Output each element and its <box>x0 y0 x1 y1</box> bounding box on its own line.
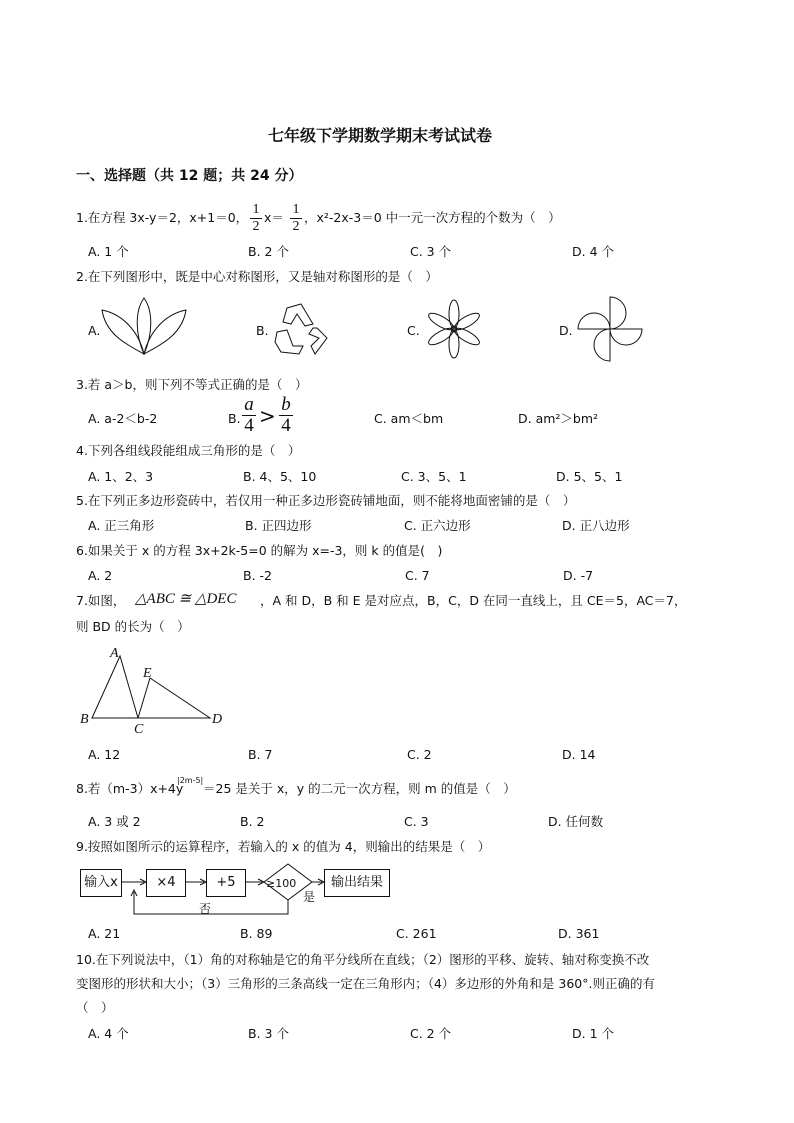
q7-stem-b: ，A 和 D，B 和 E 是对应点，B，C，D 在同一直线上，且 CE＝5，AC＝7， <box>260 593 687 608</box>
flow-input-box: 输入x <box>80 869 122 897</box>
q3-option-c[interactable]: C. am＜bm <box>374 411 444 426</box>
flow-no-label: 否 <box>199 902 212 916</box>
q1-fraction-1: 1 2 <box>250 203 262 234</box>
q10-option-a[interactable]: A. 4 个 <box>88 1026 129 1041</box>
q7-label-c: C <box>134 722 144 737</box>
q8-option-d[interactable]: D. 任何数 <box>548 814 604 829</box>
q3-option-b[interactable]: B. <box>228 411 241 426</box>
q10-line-3: （ ） <box>76 1000 114 1015</box>
q7-option-c[interactable]: C. 2 <box>407 747 432 762</box>
q5-option-b[interactable]: B. 正四边形 <box>245 518 312 533</box>
q1-option-c[interactable]: C. 3 个 <box>410 244 452 259</box>
flow-add-box: +5 <box>206 869 246 897</box>
q8-exponent: |2m-5| <box>177 776 204 785</box>
q7-stem-a: 7.如图， <box>76 593 126 608</box>
q7-label-d: D <box>212 712 223 727</box>
q6-option-c[interactable]: C. 7 <box>405 568 430 583</box>
q7-label-a: A <box>110 646 119 661</box>
q8-option-a[interactable]: A. 3 或 2 <box>88 814 141 829</box>
q7-label-e: E <box>143 666 152 681</box>
q1-stem-b: ，x²-2x-3＝0 中一元一次方程的个数为（ ） <box>304 210 561 225</box>
section-heading: 一、选择题（共 12 题；共 24 分） <box>76 168 303 184</box>
q2-option-b[interactable]: B. <box>256 323 269 338</box>
q2-figure-d-pinwheel <box>577 296 643 362</box>
q6-option-d[interactable]: D. -7 <box>563 568 594 583</box>
q9-stem: 9.按照如图所示的运算程序，若输入的 x 的值为 4，则输出的结果是（ ） <box>76 839 491 854</box>
q4-stem: 4.下列各组线段能组成三角形的是（ ） <box>76 443 301 458</box>
page-title: 七年级下学期数学期末考试试卷 <box>268 126 493 145</box>
q2-option-c[interactable]: C. <box>407 323 420 338</box>
q7-congruence: △ABC ≅ △DEC <box>135 591 237 607</box>
q10-line-1: 10.在下列说法中，（1）角的对称轴是它的角平分线所在直线；（2）图形的平移、旋转、轴对称变换不改 <box>76 952 650 967</box>
q1-stem-a: 1.在方程 3x-y＝2，x+1＝0， <box>76 210 249 225</box>
q3-option-d[interactable]: D. am²＞bm² <box>518 411 599 426</box>
flow-multiply-box: ×4 <box>146 869 186 897</box>
q5-stem: 5.在下列正多边形瓷砖中，若仅用一种正多边形瓷砖铺地面，则不能将地面密铺的是（ ） <box>76 493 576 508</box>
q3-option-a[interactable]: A. a-2＜b-2 <box>88 411 158 426</box>
q4-option-b[interactable]: B. 4、5、10 <box>243 469 317 484</box>
q7-label-b: B <box>80 712 89 727</box>
q9-option-b[interactable]: B. 89 <box>240 926 273 941</box>
q10-option-b[interactable]: B. 3 个 <box>248 1026 289 1041</box>
q2-figure-a-leaves <box>100 296 188 356</box>
q6-stem: 6.如果关于 x 的方程 3x+2k-5=0 的解为 x=-3，则 k 的值是( ) <box>76 543 443 558</box>
q3-greater-sign: > <box>259 404 276 428</box>
q2-option-d[interactable]: D. <box>559 323 573 338</box>
q7-triangle-figure <box>80 646 230 738</box>
q1-option-a[interactable]: A. 1 个 <box>88 244 129 259</box>
q3-stem: 3.若 a＞b，则下列不等式正确的是（ ） <box>76 377 308 392</box>
q2-option-a[interactable]: A. <box>88 323 101 338</box>
q5-option-d[interactable]: D. 正八边形 <box>562 518 630 533</box>
q10-option-d[interactable]: D. 1 个 <box>572 1026 614 1041</box>
q4-option-c[interactable]: C. 3、5、1 <box>401 469 467 484</box>
flow-yes-label: 是 <box>303 890 316 904</box>
q5-option-c[interactable]: C. 正六边形 <box>404 518 471 533</box>
q3-fraction-a-over-4: a 4 <box>242 396 256 435</box>
q9-option-c[interactable]: C. 261 <box>396 926 437 941</box>
flow-condition: ≥100 <box>266 877 297 890</box>
q1-mid: x＝ <box>264 210 284 225</box>
q8-stem-b: ＝25 是关于 x，y 的二元一次方程，则 m 的值是（ ） <box>203 781 516 796</box>
q8-stem-a: 8.若（m-3）x+4y <box>76 781 184 796</box>
q2-figure-c-flower <box>424 298 484 360</box>
q7-stem-c: 则 BD 的长为（ ） <box>76 619 190 634</box>
q8-option-b[interactable]: B. 2 <box>240 814 265 829</box>
q4-option-a[interactable]: A. 1、2、3 <box>88 469 154 484</box>
q10-option-c[interactable]: C. 2 个 <box>410 1026 452 1041</box>
q10-line-2: 变图形的形状和大小；（3）三角形的三条高线一定在三角形内；（4）多边形的外角和是 360°.则正确的有 <box>76 976 655 991</box>
q6-option-a[interactable]: A. 2 <box>88 568 113 583</box>
q2-figure-b-recycle <box>273 302 329 356</box>
q9-option-a[interactable]: A. 21 <box>88 926 121 941</box>
q7-option-b[interactable]: B. 7 <box>248 747 273 762</box>
q1-option-b[interactable]: B. 2 个 <box>248 244 289 259</box>
flow-output-box: 输出结果 <box>324 869 390 897</box>
q9-option-d[interactable]: D. 361 <box>558 926 600 941</box>
q6-option-b[interactable]: B. -2 <box>243 568 272 583</box>
q3-fraction-b-over-4: b 4 <box>279 396 293 435</box>
q2-stem: 2.在下列图形中，既是中心对称图形，又是轴对称图形的是（ ） <box>76 269 438 284</box>
q4-option-d[interactable]: D. 5、5、1 <box>556 469 623 484</box>
q8-option-c[interactable]: C. 3 <box>404 814 429 829</box>
q7-option-d[interactable]: D. 14 <box>562 747 596 762</box>
q7-option-a[interactable]: A. 12 <box>88 747 121 762</box>
q1-fraction-2: 1 2 <box>290 203 302 234</box>
q1-option-d[interactable]: D. 4 个 <box>572 244 614 259</box>
q5-option-a[interactable]: A. 正三角形 <box>88 518 155 533</box>
